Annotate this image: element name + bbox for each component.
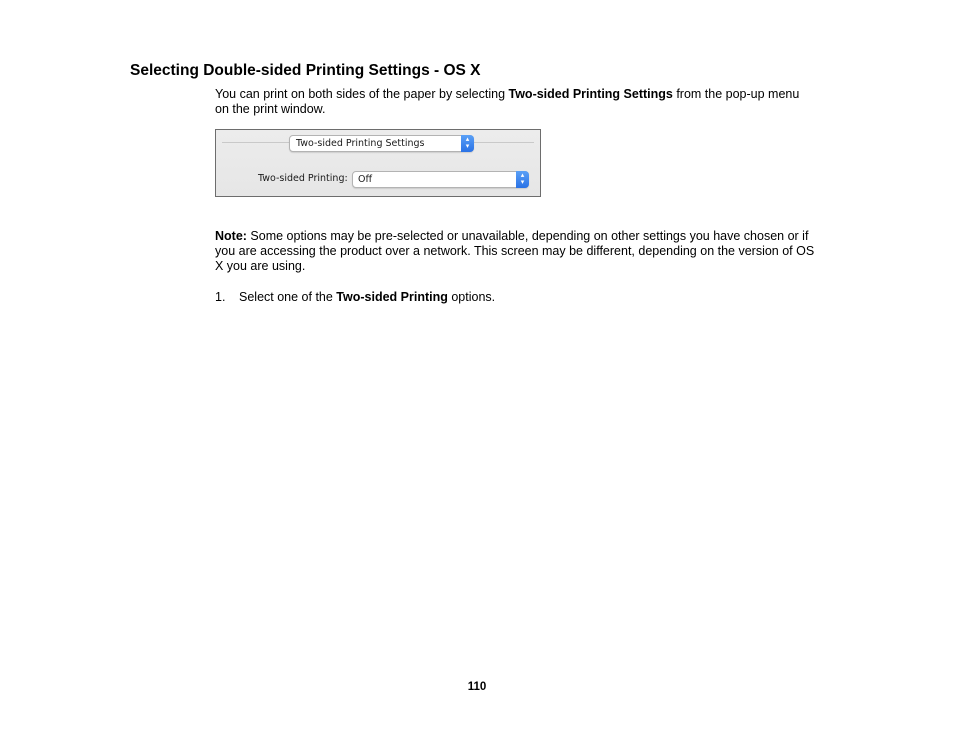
note-text: Some options may be pre-selected or unavailable, depending on other settings you have chosen or if you are accessing the product over a network. This screen may be different, depending on the version of OS X you are using. [215,229,815,273]
note-paragraph [215,229,825,273]
step-1 [215,290,495,305]
note-label: Note: [215,229,247,243]
intro-text-after: from the pop-up menu on the print window. [215,87,800,116]
step-bold-option: Two-sided Printing [336,290,448,304]
section-heading: Selecting Double-sided Printing Settings - OS X [130,62,481,79]
settings-menu-popup[interactable] [289,135,474,152]
two-sided-printing-popup[interactable] [352,171,529,188]
print-dialog-screenshot [215,129,541,197]
popup-stepper-icon: ▴ ▾ [516,171,529,188]
intro-text-before: You can print on both sides of the paper by selecting [215,87,509,101]
two-sided-printing-label: Two-sided Printing: [258,173,348,184]
intro-paragraph [215,87,815,117]
settings-menu-popup-value: Two-sided Printing Settings [296,138,425,149]
step-text-after: options. [447,290,496,304]
page-number: 110 [467,681,487,693]
popup-stepper-icon: ▴ ▾ [461,135,474,152]
step-text-before: Select one of the [239,290,337,304]
intro-bold-setting: Two-sided Printing Settings [508,87,673,101]
two-sided-printing-value: Off [358,174,373,185]
step-number: 1. [215,290,226,304]
